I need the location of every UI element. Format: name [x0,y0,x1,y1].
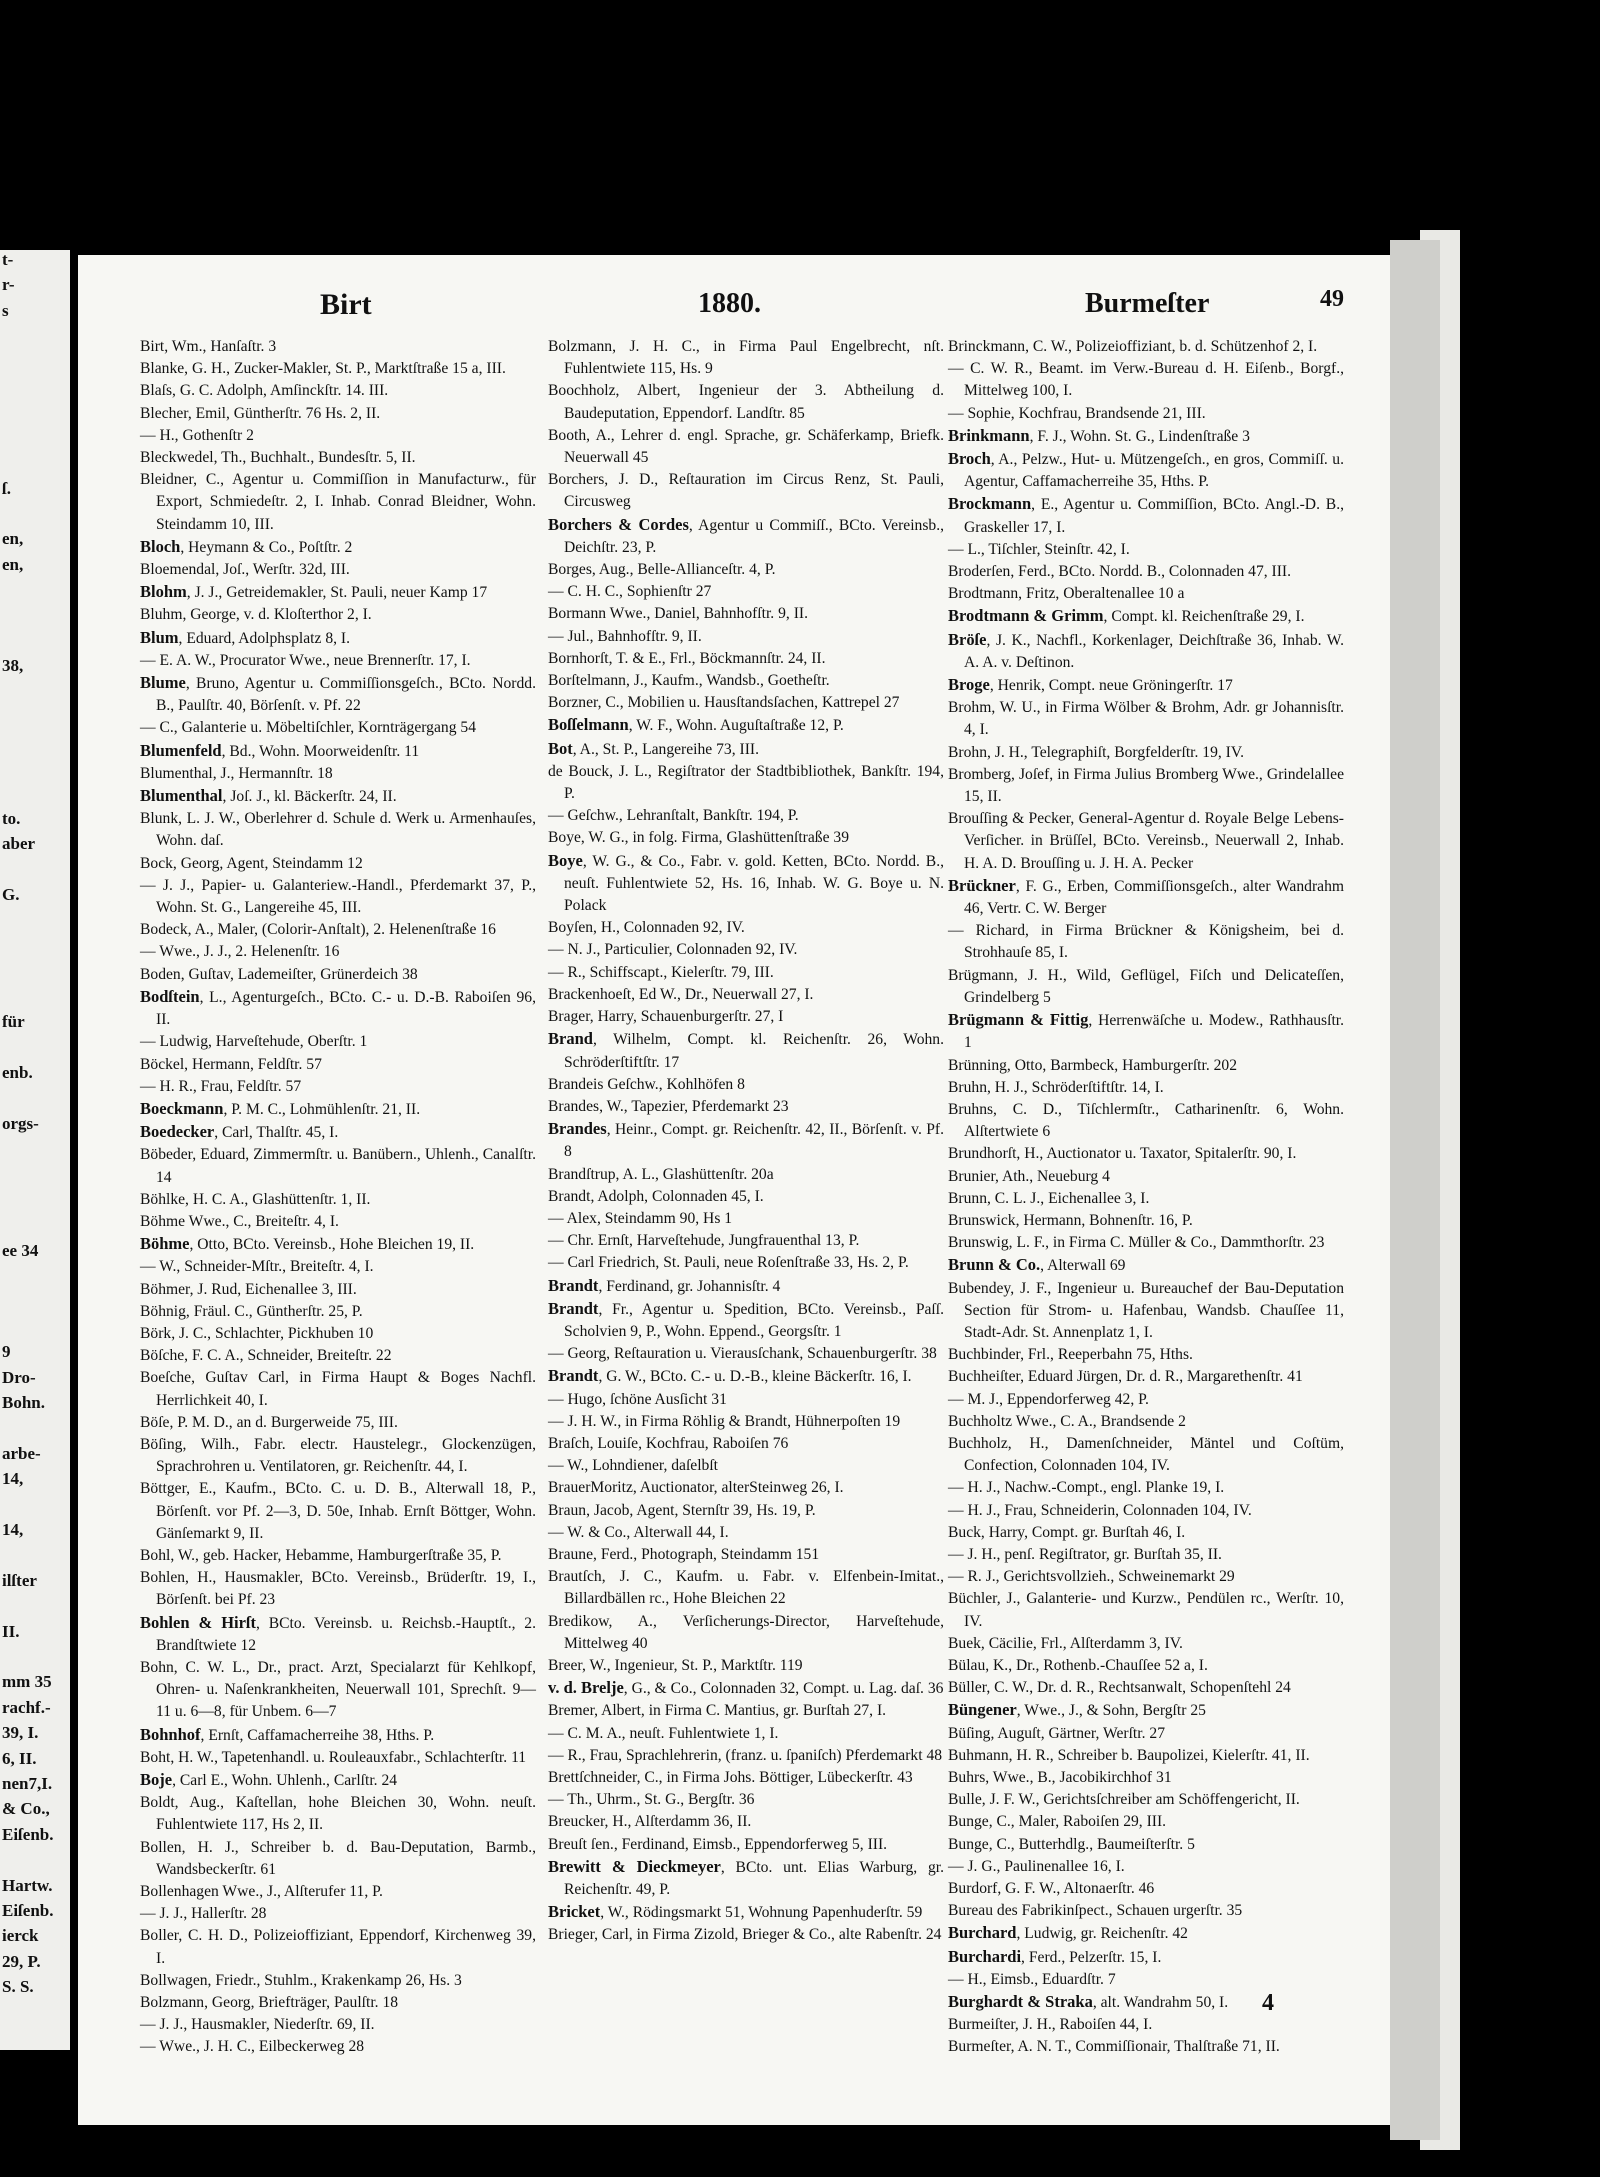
directory-entry: Blaſs, G. C. Adolph, Amſinckſtr. 14. III. [140,382,389,400]
entry-name: Blume [140,673,186,693]
directory-entry: Bloemendal, Joſ., Werſtr. 32d, III. [140,561,350,579]
directory-entry: Brand, Wilhelm, Compt. kl. Reichenſtr. 26, Wohn. Schröderſtiftſtr. 17 [548,1029,944,1071]
entry-name: Brandt [548,1366,599,1386]
directory-entry: Brunn & Co., Alterwall 69 [948,1255,1126,1275]
directory-entry: Burmeſter, A. N. T., Commiſſionair, Thalſtraße 71, II. [948,2038,1280,2056]
entry-name: Böhme [140,1234,190,1254]
column-2 [548,336,944,1947]
directory-entry: Brandes, W., Tapezier, Pferdemarkt 23 [548,1097,789,1115]
directory-entry: Bormann Wwe., Daniel, Bahnhofſtr. 9, II. [548,605,808,623]
entry-name: Boeckmann [140,1098,224,1118]
column-3 [948,336,1344,2059]
directory-entry: — Wwe., J. J., 2. Helenenſtr. 16 [140,943,340,961]
facing-page-fragment: s [2,300,9,320]
directory-entry: — Carl Friedrich, St. Pauli, neue Roſenſtraße 33, Hs. 2, P. [548,1254,909,1272]
signature-mark: 4 [1262,1990,1274,2016]
directory-entry: — Jul., Bahnhofſtr. 9, II. [548,627,702,645]
directory-entry: Buhmann, H. R., Schreiber b. Baupolizei, Kielerſtr. 41, II. [948,1746,1310,1764]
entry-name: Burchard [948,1923,1017,1943]
entry-name: Broge [948,675,990,695]
directory-entry: Bollen, H. J., Schreiber b. d. Bau-Deputation, Barmb., Wandsbeckerſtr. 61 [140,1838,536,1878]
directory-entry: Boſſelmann, W. F., Wohn. Auguſtaſtraße 12, P. [548,715,844,735]
facing-page-fragment: Dro- [2,1367,36,1387]
directory-entry: — H., Eimsb., Eduardſtr. 7 [948,1970,1116,1988]
directory-entry: Böckel, Hermann, Feldſtr. 57 [140,1055,322,1073]
directory-entry: Brundhorſt, H., Auctionator u. Taxator, Spitalerſtr. 90, I. [948,1145,1297,1163]
directory-entry: Brewitt & Dieckmeyer, BCto. unt. Elias Warburg, gr. Reichenſtr. 49, P. [548,1856,944,1899]
facing-page-fragment: rachf.- [2,1697,51,1717]
directory-entry: Blumenthal, Joſ. J., kl. Bäckerſtr. 24, II. [140,786,397,806]
directory-entry: Büngener, Wwe., J., & Sohn, Bergſtr 25 [948,1700,1206,1720]
directory-entry: Blohm, J. J., Getreidemakler, St. Pauli, neuer Kamp 17 [140,582,488,602]
directory-entry: — H., Gothenſtr 2 [140,426,254,444]
directory-entry: Borſtelmann, J., Kaufm., Wandsb., Goetheſtr. [548,672,830,690]
directory-entry: Boje, Carl E., Wohn. Uhlenh., Carlſtr. 24 [140,1770,398,1789]
facing-page-fragment: 38, [2,656,24,676]
facing-page-fragment: ſ. [2,478,11,498]
entry-name: Blumenfeld [140,740,222,760]
directory-entry: Braun, Jacob, Agent, Sternſtr 39, Hs. 19, P. [548,1501,816,1519]
directory-entry: — Geſchw., Lehranſtalt, Bankſtr. 194, P. [548,807,799,825]
directory-entry: Bremer, Albert, in Firma C. Mantius, gr. Burſtah 27, I. [548,1702,887,1720]
directory-entry: Breucker, H., Alſterdamm 36, II. [548,1813,752,1831]
facing-page-fragment: 9 [2,1342,11,1362]
directory-entry: Brandes, Heinr., Compt. gr. Reichenſtr. 42, II., Börſenſt. v. Pf. 8 [548,1119,944,1161]
directory-entry: — J. G., Paulinenallee 16, I. [948,1857,1125,1875]
facing-page-fragment: 39, I. [2,1723,39,1743]
entry-name: Brügmann & Fittig [948,1010,1089,1030]
directory-entry: Birt, Wm., Hanſaſtr. 3 [140,338,277,355]
facing-page-fragment: Bohn. [2,1393,45,1412]
directory-entry: — E. A. W., Procurator Wwe., neue Brennerſtr. 17, I. [140,651,471,669]
entry-name: Boje [140,1770,173,1789]
directory-entry: Brinckmann, C. W., Polizeioffiziant, b. d. Schützenhof 2, I. [948,338,1318,355]
directory-entry: Buhrs, Wwe., B., Jacobikirchhof 31 [948,1769,1172,1786]
facing-page-fragment: 6, II. [2,1748,37,1768]
directory-entry: — Richard, in Firma Brückner & Königsheim, bei d. Strohhauſe 85, I. [948,922,1344,962]
directory-entry: Böttger, E., Kaufm., BCto. C. u. D. B., Alterwall 18, P., Börſenſt. vor Pf. 2—3, D. 50e, Inhab. Ernſt Böttger, Wohn. Gänſemarkt 9, II. [140,1480,536,1542]
directory-entry: Böſche, F. C. A., Schneider, Breiteſtr. 22 [140,1347,392,1365]
directory-entry: Bredikow, A., Verſicherungs-Director, Harveſtehude, Mittelweg 40 [548,1612,944,1652]
directory-entry: Böbeder, Eduard, Zimmermſtr. u. Banübern., Uhlenh., Canalſtr. 14 [140,1146,536,1186]
directory-entry: Brodtmann, Fritz, Oberaltenallee 10 a [948,585,1185,603]
facing-page-fragment: r- [2,275,15,295]
directory-entry: Bohn, C. W. L., Dr., pract. Arzt, Specialarzt für Kehlkopf, Ohren- u. Naſenkrankheiten, Neuerwall 101, Sprechſt. 9—11 u. 6—8, für Unbem. 6—7 [140,1658,536,1721]
facing-page-fragment: aber [2,834,36,854]
header-left-word: Birt [320,288,372,321]
directory-entry: Blunk, L. J. W., Oberlehrer d. Schule d. Werk u. Armenhauſes, Wohn. daſ. [140,810,536,850]
directory-entry: — J. J., Hallerſtr. 28 [140,1905,267,1923]
facing-page-fragment: nen7,I. [2,1774,53,1793]
directory-entry: Boden, Guſtav, Lademeiſter, Grünerdeich 38 [140,965,418,983]
facing-page-fragment: arbe- [2,1443,41,1463]
facing-page-fragment: ee 34 [2,1240,39,1260]
directory-entry: — C. W. R., Beamt. im Verw.-Bureau d. H. Eiſenb., Borgf., Mittelweg 100, I. [948,360,1344,400]
directory-entry: Brinkmann, F. J., Wohn. St. G., Lindenſtraße 3 [948,425,1250,445]
directory-entry: Bricket, W., Rödingsmarkt 51, Wohnung Papenhuderſtr. 59 [548,1902,923,1922]
entry-name: Boye [548,850,583,870]
directory-entry: Broge, Henrik, Compt. neue Gröningerſtr. 17 [948,675,1233,695]
entry-name: Bröſe [948,629,987,649]
facing-page-fragment: ilſter [2,1570,37,1590]
directory-entry: Börk, J. C., Schlachter, Pickhuben 10 [140,1324,374,1342]
directory-entry: Bohlen & Hirſt, BCto. Vereinsb. u. Reichsb.-Hauptſt., 2. Brandſtwiete 12 [140,1612,536,1654]
directory-entry: Borzner, C., Mobilien u. Hausſtandsſachen, Kattrepel 27 [548,694,900,712]
entry-name: Brückner [948,875,1016,895]
entry-name: Burghardt & Straka [948,1992,1093,2012]
directory-entry: — M. J., Eppendorferweg 42, P. [948,1390,1149,1408]
facing-page-fragment: enb. [2,1062,33,1082]
entry-name: Bricket [548,1902,601,1922]
directory-entry: Brunier, Ath., Neueburg 4 [948,1167,1110,1185]
previous-page-edge [0,250,70,2050]
directory-entry: Buek, Cäcilie, Frl., Alſterdamm 3, IV. [948,1634,1183,1652]
directory-entry: Brunn, C. L. J., Eichenallee 3, I. [948,1189,1150,1207]
directory-entry: Borges, Aug., Belle-Allianceſtr. 4, P. [548,561,776,579]
directory-entry: de Bouck, J. L., Regiſtrator der Stadtbibliothek, Bankſtr. 194, P. [548,762,944,803]
directory-entry: Brager, Harry, Schauenburgerſtr. 27, I [548,1008,784,1026]
entry-name: Brinkmann [948,425,1030,445]
directory-entry: Bleidner, C., Agentur u. Commiſſion in Manufacturw., für Export, Schmiedeſtr. 2, I. Inhab. Conrad Bleidner, Wohn. Steindamm 10, III. [140,471,536,533]
facing-page-fragment: für [2,1012,25,1031]
directory-entry: Boht, H. W., Tapetenhandl. u. Rouleauxfabr., Schlachterſtr. 11 [140,1748,527,1766]
facing-page-fragment: Eiſenb. [2,1824,54,1844]
facing-page-fragment: orgs- [2,1113,39,1133]
directory-entry: Bulle, J. F. W., Gerichtsſchreiber am Schöffengericht, II. [948,1791,1300,1809]
facing-page-fragment: 29, P. [2,1951,41,1971]
directory-entry: — Georg, Reſtauration u. Vierausſchank, Schauenburgerſtr. 38 [548,1345,937,1363]
directory-entry: Bromberg, Joſef, in Firma Julius Bromberg Wwe., Grindelallee 15, II. [948,765,1344,806]
directory-entry: Brodtmann & Grimm, Compt. kl. Reichenſtraße 29, I. [948,606,1305,626]
directory-entry: Bröſe, J. K., Nachfl., Korkenlager, Deichſtraße 36, Inhab. W. A. A. v. Deſtinon. [948,629,1344,671]
directory-entry: — N. J., Particulier, Colonnaden 92, IV. [548,941,798,959]
directory-entry: Brouſſing & Pecker, General-Agentur d. Royale Belge Lebens-Verſicher. in Brüſſel, BCto. Vereinsb., Neuerwall 2, Inhab. H. A. D. Brouſſing u. J. H. A. Pecker [948,810,1344,872]
directory-entry: Bleckwedel, Th., Buchhalt., Bundesſtr. 5, II. [140,449,416,467]
directory-entry: Breuſt ſen., Ferdinand, Eimsb., Eppendorferweg 5, III. [548,1835,888,1853]
directory-entry: Büller, C. W., Dr. d. R., Rechtsanwalt, Schopenſtehl 24 [948,1679,1291,1697]
directory-entry: Bot, A., St. P., Langereihe 73, III. [548,738,759,758]
directory-entry: Bolzmann, J. H. C., in Firma Paul Engelbrecht, nſt. Fuhlentwiete 115, Hs. 9 [548,338,944,378]
entry-name: Bohlen & Hirſt [140,1612,257,1632]
facing-page-fragment: to. [2,808,21,828]
directory-entry: Brandt, Adolph, Colonnaden 45, I. [548,1187,764,1205]
directory-entry: — J. J., Papier- u. Galanteriew.-Handl., Pferdemarkt 37, P., Wohn. St. G., Langereihe 45, III. [140,876,536,917]
directory-entry: Brunswick, Hermann, Bohnenſtr. 16, P. [948,1211,1193,1229]
directory-entry: Buchholtz Wwe., C. A., Brandsende 2 [948,1412,1186,1430]
directory-entry: Brautſch, J. C., Kaufm. u. Fabr. v. Elfenbein-Imitat., Billardbällen rc., Hohe Bleichen 22 [548,1568,944,1608]
entry-name: Brodtmann & Grimm [948,606,1104,626]
entry-name: Borchers & Cordes [548,514,689,534]
directory-entry: — R., Schiffscapt., Kielerſtr. 79, III. [548,963,774,981]
directory-entry: Brohm, W. U., in Firma Wölber & Brohm, Adr. gr Johannisſtr. 4, I. [948,699,1344,739]
directory-entry: Boyſen, H., Colonnaden 92, IV. [548,919,745,937]
directory-entry: — C., Galanterie u. Möbeltiſchler, Kornträgergang 54 [140,719,476,737]
directory-entry: — Alex, Steindamm 90, Hs 1 [548,1209,733,1227]
directory-entry: Brettſchneider, C., in Firma Johs. Böttiger, Lübeckerſtr. 43 [548,1769,913,1786]
directory-entry: Bubendey, J. F., Ingenieur u. Bureauchef der Bau-Deputation Section für Strom- u. Hafenbau, Wandsb. Chauſſee 11, Stadt-Adr. St. Annenplatz 1, I. [948,1279,1344,1341]
directory-entry: Bornhorſt, T. & E., Frl., Böckmannſtr. 24, II. [548,649,826,667]
facing-page-fragment: en, [2,529,24,549]
entry-name: Brunn & Co. [948,1255,1041,1275]
directory-entry: — J. H. W., in Firma Röhlig & Brandt, Hühnerpoſten 19 [548,1412,901,1430]
directory-entry: Brandt, Ferdinand, gr. Johannisſtr. 4 [548,1275,781,1295]
entry-name: Broch [948,449,991,469]
directory-entry: Brandſtrup, A. L., Glashüttenſtr. 20a [548,1165,774,1183]
directory-entry: Boeckmann, P. M. C., Lohmühlenſtr. 21, II. [140,1098,421,1118]
directory-entry: Böhmer, J. Rud, Eichenallee 3, III. [140,1280,357,1298]
directory-entry: Bodſtein, L., Agenturgeſch., BCto. C.- u. D.-B. Raboiſen 96, II. [140,986,536,1029]
directory-entry: Buchholz, H., Damenſchneider, Mäntel und Coſtüm, Confection, Colonnaden 104, IV. [948,1434,1344,1475]
entry-name: Brewitt & Dieckmeyer [548,1856,721,1876]
header-year: 1880. [698,288,761,319]
entry-name: Blumenthal [140,786,223,806]
directory-entry: Blumenfeld, Bd., Wohn. Moorweidenſtr. 11 [140,740,420,760]
facing-page-fragment: en, [2,554,24,574]
facing-page-fragment: 14, [2,1469,24,1489]
entry-name: Boſſelmann [548,715,629,735]
facing-page-fragment: II. [2,1621,20,1641]
directory-entry: — W. & Co., Alterwall 44, I. [548,1523,729,1541]
directory-entry: Broderſen, Ferd., BCto. Nordd. B., Colonnaden 47, III. [948,563,1292,581]
directory-entry: Boller, C. H. D., Polizeioffiziant, Eppendorf, Kirchenweg 39, I. [140,1927,536,1967]
directory-entry: — W., Schneider-Mſtr., Breiteſtr. 4, I. [140,1258,374,1276]
directory-entry: Burchard, Ludwig, gr. Reichenſtr. 42 [948,1923,1188,1943]
directory-entry: Bunge, C., Butterhdlg., Baumeiſterſtr. 5 [948,1835,1195,1853]
directory-entry: Brandt, G. W., BCto. C.- u. D.-B., kleine Bäckerſtr. 16, I. [548,1366,912,1386]
facing-page-fragment: mm 35 [2,1672,52,1692]
directory-entry: — Ludwig, Harveſtehude, Oberſtr. 1 [140,1033,368,1051]
directory-entry: Bohnhof, Ernſt, Caffamacherreihe 38, Hths. P. [140,1724,435,1744]
directory-entry: Bodeck, A., Maler, (Colorir-Anſtalt), 2. Helenenſtraße 16 [140,921,496,939]
directory-entry: Broch, A., Pelzw., Hut- u. Mützengeſch., en gros, Commiſſ. u. Agentur, Caffamacherreihe 35, Hths. P. [948,449,1344,491]
directory-entry: — J. H., penſ. Regiſtrator, gr. Burſtah 35, II. [948,1545,1222,1563]
directory-entry: Böhlke, H. C. A., Glashüttenſtr. 1, II. [140,1190,371,1208]
directory-entry: Brackenhoeſt, Ed W., Dr., Neuerwall 27, I. [548,985,814,1003]
directory-entry: — R., Frau, Sprachlehrerin, (franz. u. ſpaniſch) Pferdemarkt 48 [548,1746,943,1764]
directory-entry: Boye, W. G., in folg. Firma, Glashüttenſtraße 39 [548,829,850,847]
directory-entry: Boedecker, Carl, Thalſtr. 45, I. [140,1122,339,1142]
directory-entry: Bolzmann, Georg, Briefträger, Paulſtr. 18 [140,1994,399,2012]
directory-entry: Brohn, J. H., Telegraphiſt, Borgfelderſtr. 19, IV. [948,743,1245,761]
directory-entry: Büchler, J., Galanterie- und Kurzw., Pendülen rc., Werſtr. 10, IV. [948,1590,1344,1630]
directory-entry: Braſch, Louiſe, Kochfrau, Raboiſen 76 [548,1434,789,1452]
directory-entry: Bruhns, C. D., Tiſchlermſtr., Catharinenſtr. 6, Wohn. Alſtertwiete 6 [948,1100,1344,1141]
directory-entry: Brügmann & Fittig, Herrenwäſche u. Modew., Rathhausſtr. 1 [948,1010,1345,1052]
directory-entry: Boye, W. G., & Co., Fabr. v. gold. Ketten, BCto. Nordd. B., neuſt. Fuhlentwiete 52, Hs. 16, Inhab. W. G. Boye u. N. Polack [548,850,944,915]
directory-entry: Brockmann, E., Agentur u. Commiſſion, BCto. Angl.-D. B., Graskeller 17, I. [948,494,1344,536]
facing-page-fragment: ierck [2,1926,39,1946]
directory-entry: — C. H. C., Sophienſtr 27 [548,583,712,601]
directory-entry: Brügmann, J. H., Wild, Geflügel, Fiſch und Delicateſſen, Grindelberg 5 [948,966,1344,1006]
directory-entry: — H. R., Frau, Feldſtr. 57 [140,1077,302,1095]
facing-page-fragment: & Co., [2,1799,50,1819]
directory-entry: Borchers & Cordes, Agentur u Commiſſ., BCto. Vereinsb., Deichſtr. 23, P. [548,514,944,556]
directory-entry: Böſe, P. M. D., an d. Burgerweide 75, III. [140,1413,398,1431]
directory-entry: — H. J., Frau, Schneiderin, Colonnaden 104, IV. [948,1501,1252,1519]
facing-page-fragment: 14, [2,1520,24,1539]
entry-name: Büngener [948,1700,1017,1720]
directory-entry: Burmeiſter, J. H., Raboiſen 44, I. [948,2016,1153,2034]
facing-page-fragment: Eiſenb. [2,1901,54,1920]
directory-entry: Böhnig, Fräul. C., Güntherſtr. 25, P. [140,1302,363,1320]
directory-entry: — C. M. A., neuſt. Fuhlentwiete 1, I. [548,1724,779,1742]
directory-entry: Brieger, Carl, in Firma Zizold, Brieger & Co., alte Rabenſtr. 24 [548,1926,942,1944]
entry-name: Bodſtein [140,986,200,1006]
directory-entry: — Hugo, ſchöne Ausſicht 31 [548,1390,727,1408]
directory-entry: Bureau des Fabrikinſpect., Schauen urgerſtr. 35 [948,1902,1243,1920]
directory-entry: — Wwe., J. H. C., Eilbeckerweg 28 [140,2038,365,2056]
directory-entry: Blumenthal, J., Hermannſtr. 18 [140,764,333,782]
directory-entry: Borchers, J. D., Reſtauration im Circus Renz, St. Pauli, Circusweg [548,471,944,511]
directory-entry: Boldt, Aug., Kaſtellan, hohe Bleichen 30, Wohn. neuſt. Fuhlentwiete 117, Hs 2, II. [140,1794,536,1834]
entry-name: v. d. Brelje [548,1678,624,1698]
header-right-word: Burmeſter [1085,288,1210,319]
directory-entry: — R. J., Gerichtsvollzieh., Schweinemarkt 29 [948,1568,1235,1586]
directory-entry: BrauerMoritz, Auctionator, alterSteinweg 26, I. [548,1479,844,1497]
directory-entry: Brunswig, L. F., in Firma C. Müller & Co., Dammthorſtr. 23 [948,1234,1325,1252]
directory-entry: Burghardt & Straka, alt. Wandrahm 50, I. [948,1992,1229,2012]
directory-entry: Brandeis Geſchw., Kohlhöfen 8 [548,1075,745,1093]
directory-entry: Bruhn, H. J., Schröderſtiftſtr. 14, I. [948,1078,1164,1096]
running-header [140,288,1350,328]
directory-entry: Bluhm, George, v. d. Kloſterthor 2, I. [140,606,372,624]
directory-entry: Braune, Ferd., Photograph, Steindamm 151 [548,1545,820,1563]
page-shadow [1390,240,1440,2140]
directory-entry: Bohlen, H., Hausmakler, BCto. Vereinsb., Brüderſtr. 19, I., Börſenſt. bei Pf. 23 [140,1569,536,1609]
directory-entry: v. d. Brelje, G., & Co., Colonnaden 32, Compt. u. Lag. daſ. 36 [548,1678,944,1698]
directory-entry: Böſing, Wilh., Fabr. electr. Haustelegr., Glockenzügen, Sprachrohren u. Ventilatoren, gr. Reichenſtr. 44, I. [140,1435,536,1476]
entry-name: Burchardi [948,1946,1022,1966]
directory-entry: Bock, Georg, Agent, Steindamm 12 [140,854,363,872]
directory-entry: Boochholz, Albert, Ingenieur der 3. Abtheilung d. Baudeputation, Eppendorf. Landſtr. 85 [548,382,944,422]
entry-name: Brandt [548,1275,599,1295]
directory-entry: Blanke, G. H., Zucker-Makler, St. P., Marktſtraße 15 a, III. [140,360,506,378]
directory-entry: — Th., Uhrm., St. G., Bergſtr. 36 [548,1791,755,1809]
directory-entry: — Chr. Ernſt, Harveſtehude, Jungfrauenthal 13, P. [548,1232,860,1250]
column-1 [140,336,536,2059]
directory-entry: Boeſche, Guſtav Carl, in Firma Haupt & Boges Nachfl. Herrlichkeit 40, I. [140,1369,536,1409]
facing-page-fragment: t- [2,250,14,269]
directory-entry: — H. J., Nachw.-Compt., engl. Planke 19, I. [948,1479,1225,1497]
directory-entry: — Sophie, Kochfrau, Brandsende 21, III. [948,404,1206,422]
directory-entry: Blume, Bruno, Agentur u. Commiſſionsgeſch., BCto. Nordd. B., Paulſtr. 40, Börſenſt. v. Pf. 22 [140,673,536,715]
entry-name: Blohm [140,582,187,602]
directory-entry: Bunge, C., Maler, Raboiſen 29, III. [948,1813,1167,1831]
directory-entry: Bülau, K., Dr., Rothenb.-Chauſſee 52 a, I. [948,1656,1208,1674]
facing-page-fragment: Hartw. [2,1875,53,1895]
directory-entry: Buchheiſter, Eduard Jürgen, Dr. d. R., Margarethenſtr. 41 [948,1368,1303,1386]
directory-entry: Büſing, Auguſt, Gärtner, Werſtr. 27 [948,1724,1165,1742]
page-number: 49 [1320,286,1344,312]
entry-name: Brandt [548,1298,599,1318]
entry-name: Brandes [548,1119,607,1139]
entry-name: Boedecker [140,1122,215,1142]
directory-entry: Bollwagen, Friedr., Stuhlm., Krakenkamp 26, Hs. 3 [140,1971,462,1989]
directory-entry: Burchardi, Ferd., Pelzerſtr. 15, I. [948,1946,1162,1966]
directory-entry: Breer, W., Ingenieur, St. P., Marktſtr. 119 [548,1656,803,1674]
entry-name: Brand [548,1029,593,1049]
directory-entry: — W., Lohndiener, daſelbſt [548,1457,719,1475]
directory-entry: Blecher, Emil, Güntherſtr. 76 Hs. 2, II. [140,404,381,422]
directory-entry: Böhme, Otto, BCto. Vereinsb., Hohe Bleichen 19, II. [140,1234,475,1254]
directory-entry: Bohl, W., geb. Hacker, Hebamme, Hamburgerſtraße 35, P. [140,1546,502,1564]
directory-entry: Brünning, Otto, Barmbeck, Hamburgerſtr. 202 [948,1056,1238,1074]
entry-name: Bloch [140,536,181,556]
directory-entry: — J. J., Hausmakler, Niederſtr. 69, II. [140,2016,375,2034]
directory-entry: — L., Tiſchler, Steinſtr. 42, I. [948,540,1130,558]
directory-entry: Blum, Eduard, Adolphsplatz 8, I. [140,627,351,647]
directory-entry: Booth, A., Lehrer d. engl. Sprache, gr. Schäferkamp, Briefk. Neuerwall 45 [548,426,944,467]
facing-page-fragment: S. S. [2,1977,34,1997]
entry-name: Bohnhof [140,1724,201,1744]
directory-entry: Bollenhagen Wwe., J., Alſterufer 11, P. [140,1883,383,1901]
entry-name: Brockmann [948,494,1032,514]
directory-entry: Buchbinder, Frl., Reeperbahn 75, Hths. [948,1346,1193,1364]
facing-page-fragment: G. [2,885,20,904]
directory-entry: Buck, Harry, Compt. gr. Burſtah 46, I. [948,1523,1186,1541]
directory-entry: Bloch, Heymann & Co., Poſtſtr. 2 [140,536,353,556]
directory-entry: Brandt, Fr., Agentur u. Spedition, BCto. Vereinsb., Paſſ. Scholvien 9, P., Wohn. Eppend., Georgsſtr. 1 [548,1298,944,1340]
directory-entry: Brückner, F. G., Erben, Commiſſionsgeſch., alter Wandrahm 46, Vertr. C. W. Berger [948,875,1344,918]
directory-entry: Burdorf, G. F. W., Altonaerſtr. 46 [948,1880,1155,1898]
entry-name: Bot [548,738,573,758]
entry-name: Blum [140,627,179,647]
directory-entry: Böhme Wwe., C., Breiteſtr. 4, I. [140,1212,339,1230]
